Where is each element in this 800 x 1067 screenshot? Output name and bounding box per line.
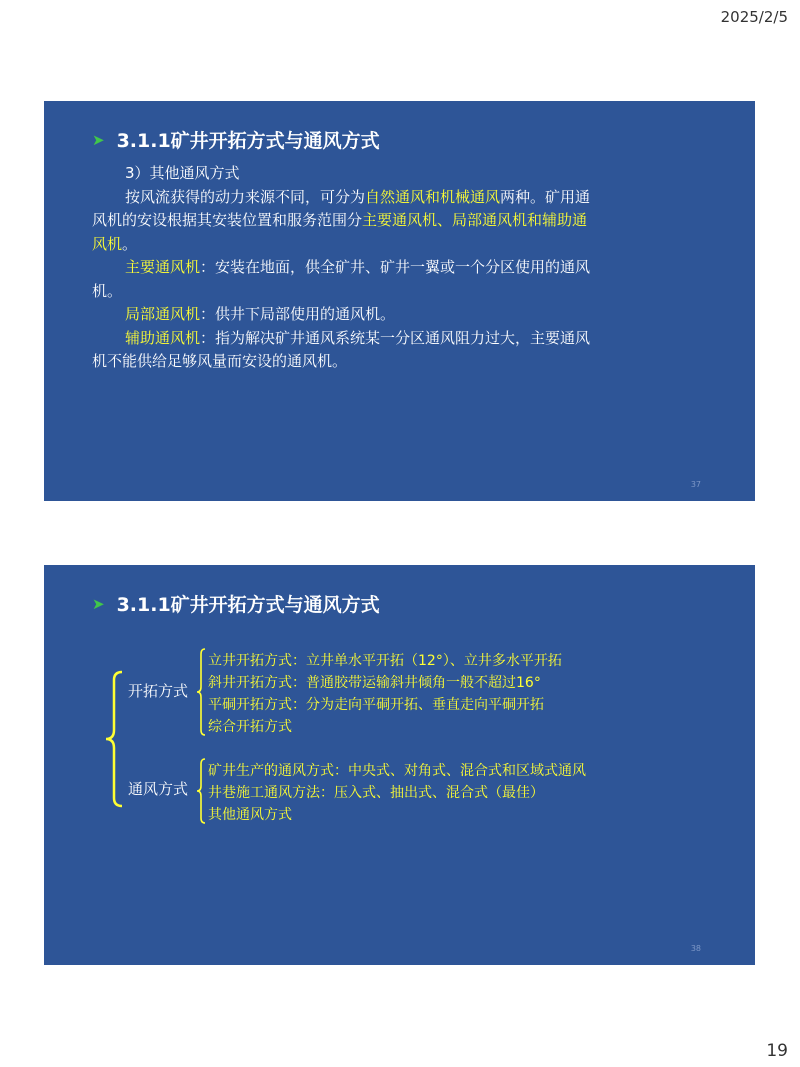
slide-title xyxy=(92,126,380,153)
slide-body xyxy=(92,162,592,374)
ventilation-methods-list xyxy=(208,760,586,826)
slide-title-text: 3.1.1矿井开拓方式与通风方式 xyxy=(116,594,380,616)
list-item: 斜井开拓方式：普通胶带运输斜井倾角一般不超过16° xyxy=(208,675,541,691)
slide-number: 37 xyxy=(690,480,701,489)
paragraph-3-text: ：供井下局部使用的通风机。 xyxy=(200,305,396,323)
highlight-natural-mechanical: 自然通风和机械通风 xyxy=(365,187,501,206)
arrow-right-icon: ➤ xyxy=(92,130,105,149)
list-item: 矿井生产的通风方式：中央式、对角式、混合式和区域式通风 xyxy=(208,763,586,779)
excavation-methods-list xyxy=(208,650,562,738)
paragraph-1-text-a: 按风流获得的动力来源不同，可分为 xyxy=(125,187,366,206)
group-label-ventilation: 通风方式 xyxy=(128,780,189,798)
paragraph-3 xyxy=(92,303,592,327)
list-item: 井巷施工通风方法：压入式、抽出式、混合式（最佳） xyxy=(208,785,544,801)
group-label-excavation: 开拓方式 xyxy=(128,682,189,700)
term-auxiliary-fan: 辅助通风机 xyxy=(125,328,201,347)
highlight-fan-types: 主要通风机、局部通风机和辅助通风机 xyxy=(92,211,588,253)
slide-38 xyxy=(44,565,755,965)
page-number: 19 xyxy=(766,1041,788,1061)
left-brace-icon xyxy=(196,758,206,824)
left-brace-icon xyxy=(196,648,206,736)
slide-37 xyxy=(44,101,755,501)
paragraph-2-text: ：安装在地面，供全矿井、矿井一翼或一个分区使用的通风机。 xyxy=(92,258,591,300)
paragraph-4-text: ：指为解决矿井通风系统某一分区通风阻力过大，主要通风机不能供给足够风量而安设的通风机。 xyxy=(92,328,591,370)
paragraph-1 xyxy=(92,186,592,257)
list-item: 立井开拓方式：立井单水平开拓（12°）、立井多水平开拓 xyxy=(208,653,562,669)
page-date: 2025/2/5 xyxy=(720,8,788,26)
list-item: 综合开拓方式 xyxy=(208,719,292,735)
paragraph-1-text-b: 两种。矿用通风机的安设根据其安装位置和服务范围分 xyxy=(92,187,591,229)
term-local-fan: 局部通风机 xyxy=(125,305,201,323)
paragraph-4 xyxy=(92,327,592,374)
slide-title xyxy=(92,590,380,617)
subheading: 3）其他通风方式 xyxy=(125,164,240,182)
paragraph-1-text-c: 。 xyxy=(122,234,138,253)
list-item: 其他通风方式 xyxy=(208,807,292,823)
slide-title-text: 3.1.1矿井开拓方式与通风方式 xyxy=(116,130,380,152)
list-item: 平硐开拓方式：分为走向平硐开拓、垂直走向平硐开拓 xyxy=(208,697,544,713)
arrow-right-icon: ➤ xyxy=(92,594,105,613)
slide-number: 38 xyxy=(690,944,701,953)
left-brace-icon xyxy=(104,670,124,808)
paragraph-2 xyxy=(92,256,592,303)
term-main-fan: 主要通风机 xyxy=(125,258,201,276)
